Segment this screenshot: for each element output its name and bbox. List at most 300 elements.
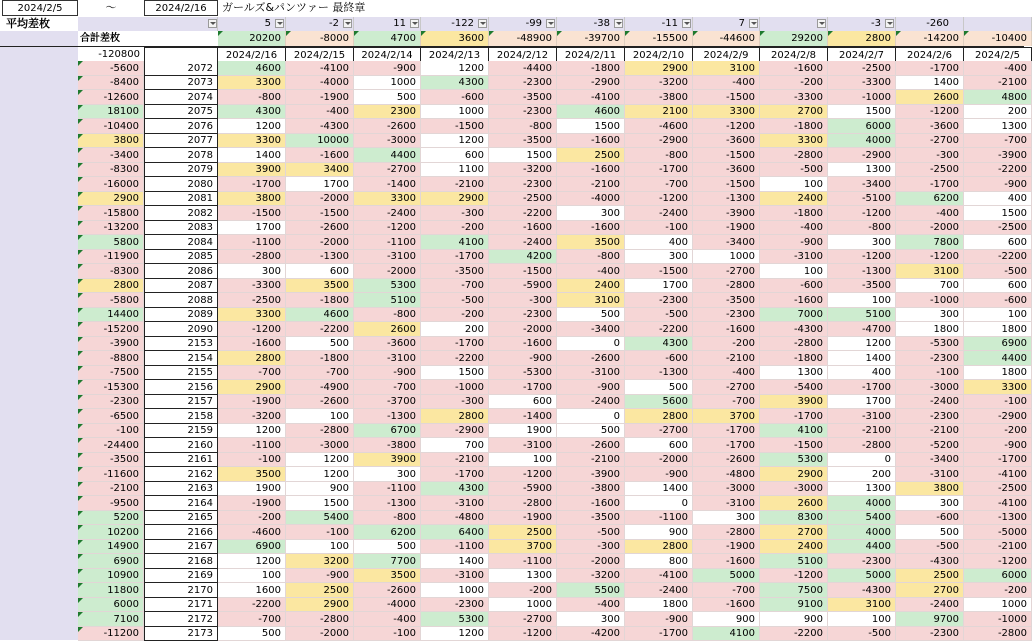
daily-value-cell[interactable]: -2400 [896,598,964,612]
machine-total-cell[interactable]: 6000 [78,598,144,612]
daily-value-cell[interactable]: 1500 [286,496,354,511]
filter-dropdown-icon[interactable] [546,19,555,28]
machine-total-cell[interactable]: -12600 [78,90,144,105]
machine-number-cell[interactable]: 2156 [144,380,218,395]
daily-value-cell[interactable]: 4000 [828,496,896,511]
daily-value-cell[interactable]: -100 [286,525,354,540]
daily-value-cell[interactable]: -2000 [489,322,557,337]
daily-value-cell[interactable]: -2500 [964,482,1032,496]
daily-value-cell[interactable]: -800 [354,308,421,322]
daily-value-cell[interactable]: -2300 [489,76,557,90]
end-date-cell[interactable]: 2024/2/16 [144,0,218,16]
daily-value-cell[interactable]: 3700 [693,409,760,424]
daily-value-cell[interactable]: 5300 [354,279,421,293]
daily-value-cell[interactable]: -4100 [964,496,1032,511]
daily-value-cell[interactable]: -4000 [286,76,354,90]
daily-value-cell[interactable]: 1000 [964,598,1032,612]
daily-value-cell[interactable]: -1000 [896,293,964,308]
machine-total-cell[interactable]: 2900 [78,192,144,206]
daily-value-cell[interactable]: -1100 [218,235,286,250]
daily-value-cell[interactable]: -2000 [286,627,354,641]
daily-value-cell[interactable]: -2300 [896,627,964,641]
daily-value-cell[interactable]: -4300 [286,119,354,134]
daily-value-cell[interactable]: -500 [964,264,1032,279]
daily-value-cell[interactable]: -3200 [489,163,557,177]
daily-value-cell[interactable]: -100 [896,366,964,380]
daily-value-cell[interactable]: -1400 [354,177,421,192]
daily-value-cell[interactable]: -3900 [693,206,760,221]
daily-value-cell[interactable]: -3100 [557,366,625,380]
daily-value-cell[interactable]: 1500 [421,366,489,380]
daily-value-cell[interactable]: -900 [964,438,1032,453]
daily-value-cell[interactable]: -2200 [286,322,354,337]
daily-value-cell[interactable]: 600 [625,438,693,453]
daily-value-cell[interactable]: -200 [760,76,828,90]
daily-value-cell[interactable]: 2800 [421,409,489,424]
daily-value-cell[interactable]: 100 [828,612,896,627]
machine-total-cell[interactable]: -3400 [78,148,144,163]
daily-value-cell[interactable]: -1500 [760,438,828,453]
daily-value-cell[interactable]: 3100 [828,598,896,612]
daily-value-cell[interactable]: -3100 [693,496,760,511]
daily-value-cell[interactable]: -300 [421,206,489,221]
daily-value-cell[interactable]: -400 [760,221,828,235]
daily-value-cell[interactable]: 5000 [693,569,760,583]
machine-total-cell[interactable]: 10900 [78,569,144,583]
daily-value-cell[interactable]: 4400 [828,540,896,554]
daily-value-cell[interactable]: 3400 [286,163,354,177]
daily-value-cell[interactable]: -1600 [693,322,760,337]
daily-value-cell[interactable]: 1400 [421,554,489,569]
daily-value-cell[interactable]: 1400 [625,482,693,496]
daily-value-cell[interactable]: -3600 [896,119,964,134]
daily-value-cell[interactable]: -2800 [489,496,557,511]
daily-value-cell[interactable]: 1600 [218,583,286,598]
daily-value-cell[interactable]: -2600 [557,351,625,366]
daily-value-cell[interactable]: -2700 [896,134,964,148]
date-header-cell[interactable]: 2024/2/12 [489,47,557,62]
daily-value-cell[interactable]: -1600 [286,148,354,163]
daily-value-cell[interactable]: 2700 [760,105,828,119]
daily-value-cell[interactable]: -1200 [625,192,693,206]
daily-value-cell[interactable]: -1700 [421,250,489,264]
machine-total-cell[interactable]: -15300 [78,380,144,395]
daily-value-cell[interactable]: 5100 [760,554,828,569]
daily-value-cell[interactable]: 4300 [421,76,489,90]
daily-value-cell[interactable]: -3200 [557,569,625,583]
daily-value-cell[interactable]: -2200 [760,627,828,641]
daily-value-cell[interactable]: -1100 [218,438,286,453]
daily-value-cell[interactable]: -2200 [964,163,1032,177]
daily-value-cell[interactable]: -2100 [557,453,625,467]
daily-value-cell[interactable]: -5200 [896,438,964,453]
daily-value-cell[interactable]: -4000 [354,598,421,612]
daily-value-cell[interactable]: -800 [218,90,286,105]
daily-value-cell[interactable]: 4100 [693,627,760,641]
machine-number-cell[interactable]: 2078 [144,148,218,163]
daily-value-cell[interactable]: -900 [354,61,421,76]
daily-value-cell[interactable]: -400 [693,76,760,90]
daily-value-cell[interactable]: -1700 [625,627,693,641]
daily-value-cell[interactable]: -900 [286,569,354,583]
start-date-cell[interactable]: 2024/2/5 [2,0,78,16]
daily-value-cell[interactable]: -1500 [489,264,557,279]
daily-value-cell[interactable]: -1300 [693,192,760,206]
machine-number-cell[interactable]: 2079 [144,163,218,177]
daily-value-cell[interactable]: -1700 [218,177,286,192]
daily-value-cell[interactable]: -3500 [693,293,760,308]
daily-value-cell[interactable]: -3400 [557,322,625,337]
daily-value-cell[interactable]: 9700 [896,612,964,627]
daily-value-cell[interactable]: -1100 [489,554,557,569]
daily-value-cell[interactable]: -200 [421,221,489,235]
machine-number-cell[interactable]: 2087 [144,279,218,293]
machine-total-cell[interactable]: -10400 [78,119,144,134]
daily-value-cell[interactable]: -1600 [489,221,557,235]
daily-value-cell[interactable]: 3900 [354,453,421,467]
daily-value-cell[interactable]: 8300 [760,511,828,525]
daily-value-cell[interactable]: 4600 [218,61,286,76]
daily-value-cell[interactable]: -1600 [489,337,557,351]
daily-value-cell[interactable]: 200 [421,322,489,337]
daily-value-cell[interactable]: 1200 [218,424,286,438]
daily-value-cell[interactable]: 1900 [489,424,557,438]
daily-value-cell[interactable]: -3300 [218,279,286,293]
daily-value-cell[interactable]: 1700 [625,279,693,293]
daily-value-cell[interactable]: -2600 [286,395,354,409]
daily-value-cell[interactable]: 100 [489,453,557,467]
daily-value-cell[interactable]: -1100 [354,235,421,250]
machine-total-cell[interactable]: -24400 [78,438,144,453]
daily-value-cell[interactable]: -1200 [828,250,896,264]
machine-total-cell[interactable]: 10200 [78,525,144,540]
daily-value-cell[interactable]: -1200 [218,322,286,337]
daily-value-cell[interactable]: 5600 [625,395,693,409]
machine-total-cell[interactable]: -5600 [78,61,144,76]
daily-value-cell[interactable]: 300 [557,612,625,627]
daily-value-cell[interactable]: -2700 [693,264,760,279]
daily-value-cell[interactable]: 5300 [760,453,828,467]
daily-value-cell[interactable]: -1700 [964,453,1032,467]
filter-dropdown-icon[interactable] [614,19,623,28]
daily-value-cell[interactable]: -2600 [286,221,354,235]
daily-value-cell[interactable]: 3700 [489,540,557,554]
daily-value-cell[interactable]: -400 [557,264,625,279]
daily-value-cell[interactable]: -400 [354,612,421,627]
machine-total-cell[interactable]: 6900 [78,554,144,569]
daily-value-cell[interactable]: -500 [421,293,489,308]
machine-number-cell[interactable]: 2090 [144,322,218,337]
daily-value-cell[interactable]: -300 [489,293,557,308]
daily-value-cell[interactable]: -2500 [964,221,1032,235]
daily-value-cell[interactable]: 3100 [693,61,760,76]
daily-value-cell[interactable]: -1600 [557,221,625,235]
daily-value-cell[interactable]: -2200 [625,322,693,337]
daily-value-cell[interactable]: 3500 [557,235,625,250]
date-header-cell[interactable]: 2024/2/7 [828,47,896,62]
machine-number-cell[interactable]: 2082 [144,206,218,221]
daily-value-cell[interactable]: 2900 [218,380,286,395]
daily-value-cell[interactable]: 400 [828,366,896,380]
daily-value-cell[interactable]: -1600 [218,337,286,351]
machine-total-cell[interactable]: 14900 [78,540,144,554]
machine-number-cell[interactable]: 2169 [144,569,218,583]
daily-value-cell[interactable]: 0 [557,337,625,351]
daily-value-cell[interactable]: -2400 [896,395,964,409]
daily-value-cell[interactable]: 1200 [286,467,354,482]
daily-value-cell[interactable]: -3400 [828,177,896,192]
daily-value-cell[interactable]: 4300 [625,337,693,351]
daily-value-cell[interactable]: -2300 [489,308,557,322]
daily-value-cell[interactable]: -500 [896,540,964,554]
machine-number-cell[interactable]: 2173 [144,627,218,641]
daily-value-cell[interactable]: -1600 [557,163,625,177]
machine-total-cell[interactable]: -2100 [78,482,144,496]
daily-value-cell[interactable]: -1200 [896,105,964,119]
daily-value-cell[interactable]: -1800 [557,61,625,76]
daily-value-cell[interactable]: -1900 [218,395,286,409]
daily-value-cell[interactable]: 7800 [896,235,964,250]
daily-value-cell[interactable]: 1300 [828,482,896,496]
daily-value-cell[interactable]: 500 [625,380,693,395]
daily-value-cell[interactable]: -2200 [964,250,1032,264]
daily-value-cell[interactable]: -1500 [693,177,760,192]
daily-value-cell[interactable]: -3000 [286,438,354,453]
daily-value-cell[interactable]: -2400 [557,395,625,409]
daily-value-cell[interactable]: 100 [286,409,354,424]
daily-value-cell[interactable]: -2900 [421,424,489,438]
daily-value-cell[interactable]: -3000 [693,482,760,496]
date-header-cell[interactable]: 2024/2/9 [693,47,760,62]
daily-value-cell[interactable]: -4800 [421,511,489,525]
daily-value-cell[interactable]: -1200 [693,119,760,134]
daily-value-cell[interactable]: 500 [354,540,421,554]
date-header-cell[interactable]: 2024/2/10 [625,47,693,62]
daily-value-cell[interactable]: 4000 [828,525,896,540]
daily-value-cell[interactable]: 1800 [625,598,693,612]
daily-value-cell[interactable]: -1900 [218,496,286,511]
daily-value-cell[interactable]: -100 [354,627,421,641]
daily-value-cell[interactable]: -3500 [489,134,557,148]
daily-value-cell[interactable]: -400 [964,61,1032,76]
daily-value-cell[interactable]: -1600 [557,496,625,511]
daily-value-cell[interactable]: -3900 [964,148,1032,163]
daily-value-cell[interactable]: -1200 [760,569,828,583]
daily-value-cell[interactable]: -500 [557,525,625,540]
daily-value-cell[interactable]: 800 [625,554,693,569]
daily-value-cell[interactable]: -3200 [625,76,693,90]
date-header-cell[interactable]: 2024/2/5 [964,47,1032,62]
daily-value-cell[interactable]: 700 [421,438,489,453]
date-header-cell[interactable]: 2024/2/14 [354,47,421,62]
daily-value-cell[interactable]: -700 [286,366,354,380]
daily-value-cell[interactable]: -2100 [421,177,489,192]
daily-value-cell[interactable]: -600 [964,293,1032,308]
machine-number-cell[interactable]: 2168 [144,554,218,569]
daily-value-cell[interactable]: -700 [625,177,693,192]
daily-value-cell[interactable]: -5400 [760,380,828,395]
machine-total-cell[interactable]: -15200 [78,322,144,337]
daily-value-cell[interactable]: -100 [964,395,1032,409]
machine-number-cell[interactable]: 2166 [144,525,218,540]
daily-value-cell[interactable]: -1100 [354,482,421,496]
machine-total-cell[interactable]: -8300 [78,264,144,279]
daily-value-cell[interactable]: -1200 [964,554,1032,569]
daily-value-cell[interactable]: 3300 [218,76,286,90]
daily-value-cell[interactable]: -1200 [896,250,964,264]
machine-total-cell[interactable]: -13200 [78,221,144,235]
daily-value-cell[interactable]: 6700 [354,424,421,438]
daily-value-cell[interactable]: -3100 [354,250,421,264]
daily-value-cell[interactable]: 6200 [896,192,964,206]
daily-value-cell[interactable]: -1800 [286,293,354,308]
daily-value-cell[interactable]: -2000 [557,554,625,569]
daily-value-cell[interactable]: -3900 [557,467,625,482]
daily-value-cell[interactable]: -4800 [693,467,760,482]
daily-value-cell[interactable]: -2300 [896,409,964,424]
daily-value-cell[interactable]: -1100 [625,511,693,525]
daily-value-cell[interactable]: -2800 [693,279,760,293]
daily-value-cell[interactable]: 6000 [964,569,1032,583]
daily-value-cell[interactable]: 1800 [964,366,1032,380]
daily-value-cell[interactable]: -200 [693,337,760,351]
daily-value-cell[interactable]: 1900 [218,482,286,496]
daily-value-cell[interactable]: -2600 [354,119,421,134]
daily-value-cell[interactable]: 5100 [354,293,421,308]
daily-value-cell[interactable]: -2000 [286,192,354,206]
daily-value-cell[interactable]: -1800 [760,351,828,366]
daily-value-cell[interactable]: -2400 [489,235,557,250]
machine-number-cell[interactable]: 2163 [144,482,218,496]
daily-value-cell[interactable]: -3400 [693,235,760,250]
daily-value-cell[interactable]: -2500 [218,293,286,308]
machine-number-cell[interactable]: 2171 [144,598,218,612]
machine-total-cell[interactable]: -5800 [78,293,144,308]
machine-total-cell[interactable]: 3800 [78,134,144,148]
daily-value-cell[interactable]: -2600 [693,453,760,467]
daily-value-cell[interactable]: 300 [354,467,421,482]
daily-value-cell[interactable]: 3100 [557,293,625,308]
daily-value-cell[interactable]: -1700 [760,409,828,424]
daily-value-cell[interactable]: -200 [218,511,286,525]
date-header-cell[interactable]: 2024/2/16 [218,47,286,62]
daily-value-cell[interactable]: -1600 [557,134,625,148]
daily-value-cell[interactable]: 4100 [421,235,489,250]
daily-value-cell[interactable]: 700 [896,279,964,293]
daily-value-cell[interactable]: -2700 [354,163,421,177]
machine-total-cell[interactable]: -15800 [78,206,144,221]
daily-value-cell[interactable]: -2100 [964,76,1032,90]
daily-value-cell[interactable]: 6900 [218,540,286,554]
daily-value-cell[interactable]: 300 [625,250,693,264]
daily-value-cell[interactable]: -5000 [964,525,1032,540]
machine-total-cell[interactable]: 2800 [78,279,144,293]
daily-value-cell[interactable]: -800 [625,148,693,163]
daily-value-cell[interactable]: 2100 [625,105,693,119]
daily-value-cell[interactable]: -1100 [421,540,489,554]
daily-value-cell[interactable]: -1700 [828,380,896,395]
daily-value-cell[interactable]: -2200 [489,206,557,221]
machine-total-cell[interactable]: 5200 [78,511,144,525]
daily-value-cell[interactable]: -4200 [557,627,625,641]
daily-value-cell[interactable]: 3300 [760,134,828,148]
machine-total-cell[interactable]: -16000 [78,177,144,192]
daily-value-cell[interactable]: 2700 [896,583,964,598]
daily-value-cell[interactable]: 1400 [828,351,896,366]
daily-value-cell[interactable]: -1800 [286,351,354,366]
daily-value-cell[interactable]: 1200 [421,627,489,641]
daily-value-cell[interactable]: 2400 [760,192,828,206]
date-header-cell[interactable]: 2024/2/15 [286,47,354,62]
filter-dropdown-icon[interactable] [749,19,758,28]
daily-value-cell[interactable]: 2800 [218,351,286,366]
machine-total-cell[interactable]: -2300 [78,395,144,409]
daily-value-cell[interactable]: 600 [489,395,557,409]
machine-total-cell[interactable]: -11600 [78,467,144,482]
daily-value-cell[interactable]: -400 [286,105,354,119]
daily-value-cell[interactable]: 3800 [896,482,964,496]
daily-value-cell[interactable]: -3100 [828,409,896,424]
daily-value-cell[interactable]: -1700 [693,424,760,438]
daily-value-cell[interactable]: -2000 [354,264,421,279]
daily-value-cell[interactable]: -2700 [489,612,557,627]
daily-value-cell[interactable]: -2000 [625,453,693,467]
daily-value-cell[interactable]: -1600 [760,61,828,76]
daily-value-cell[interactable]: -3400 [896,453,964,467]
filter-dropdown-icon[interactable] [885,19,894,28]
daily-value-cell[interactable]: -3600 [693,163,760,177]
daily-value-cell[interactable]: -700 [693,395,760,409]
daily-value-cell[interactable]: -4900 [286,380,354,395]
daily-value-cell[interactable]: -3600 [354,337,421,351]
daily-value-cell[interactable]: 1200 [421,134,489,148]
machine-number-cell[interactable]: 2162 [144,467,218,482]
daily-value-cell[interactable]: -3800 [625,90,693,105]
daily-value-cell[interactable]: 2700 [760,525,828,540]
daily-value-cell[interactable]: 1000 [693,250,760,264]
daily-value-cell[interactable]: 300 [218,264,286,279]
daily-value-cell[interactable]: 7700 [354,554,421,569]
daily-value-cell[interactable]: 1300 [489,569,557,583]
daily-value-cell[interactable]: -300 [896,148,964,163]
daily-value-cell[interactable]: -3000 [896,380,964,395]
daily-value-cell[interactable]: -4600 [218,525,286,540]
daily-value-cell[interactable]: 500 [286,337,354,351]
daily-value-cell[interactable]: -1700 [896,61,964,76]
daily-value-cell[interactable]: 4400 [964,351,1032,366]
daily-value-cell[interactable]: -600 [625,351,693,366]
daily-value-cell[interactable]: 1400 [896,76,964,90]
machine-number-cell[interactable]: 2164 [144,496,218,511]
daily-value-cell[interactable]: 1800 [964,322,1032,337]
daily-value-cell[interactable]: 4400 [354,148,421,163]
daily-value-cell[interactable]: -500 [828,627,896,641]
daily-value-cell[interactable]: 400 [964,192,1032,206]
daily-value-cell[interactable]: -1700 [421,337,489,351]
daily-value-cell[interactable]: 500 [557,308,625,322]
machine-number-cell[interactable]: 2072 [144,61,218,76]
daily-value-cell[interactable]: -900 [625,467,693,482]
machine-total-cell[interactable]: -7500 [78,366,144,380]
daily-value-cell[interactable]: -700 [354,380,421,395]
daily-value-cell[interactable]: 900 [760,612,828,627]
machine-total-cell[interactable]: -8400 [78,76,144,90]
daily-value-cell[interactable]: 2600 [760,496,828,511]
daily-value-cell[interactable]: -700 [693,583,760,598]
daily-value-cell[interactable]: 500 [218,627,286,641]
machine-total-cell[interactable]: 18100 [78,105,144,119]
daily-value-cell[interactable]: -2100 [693,351,760,366]
